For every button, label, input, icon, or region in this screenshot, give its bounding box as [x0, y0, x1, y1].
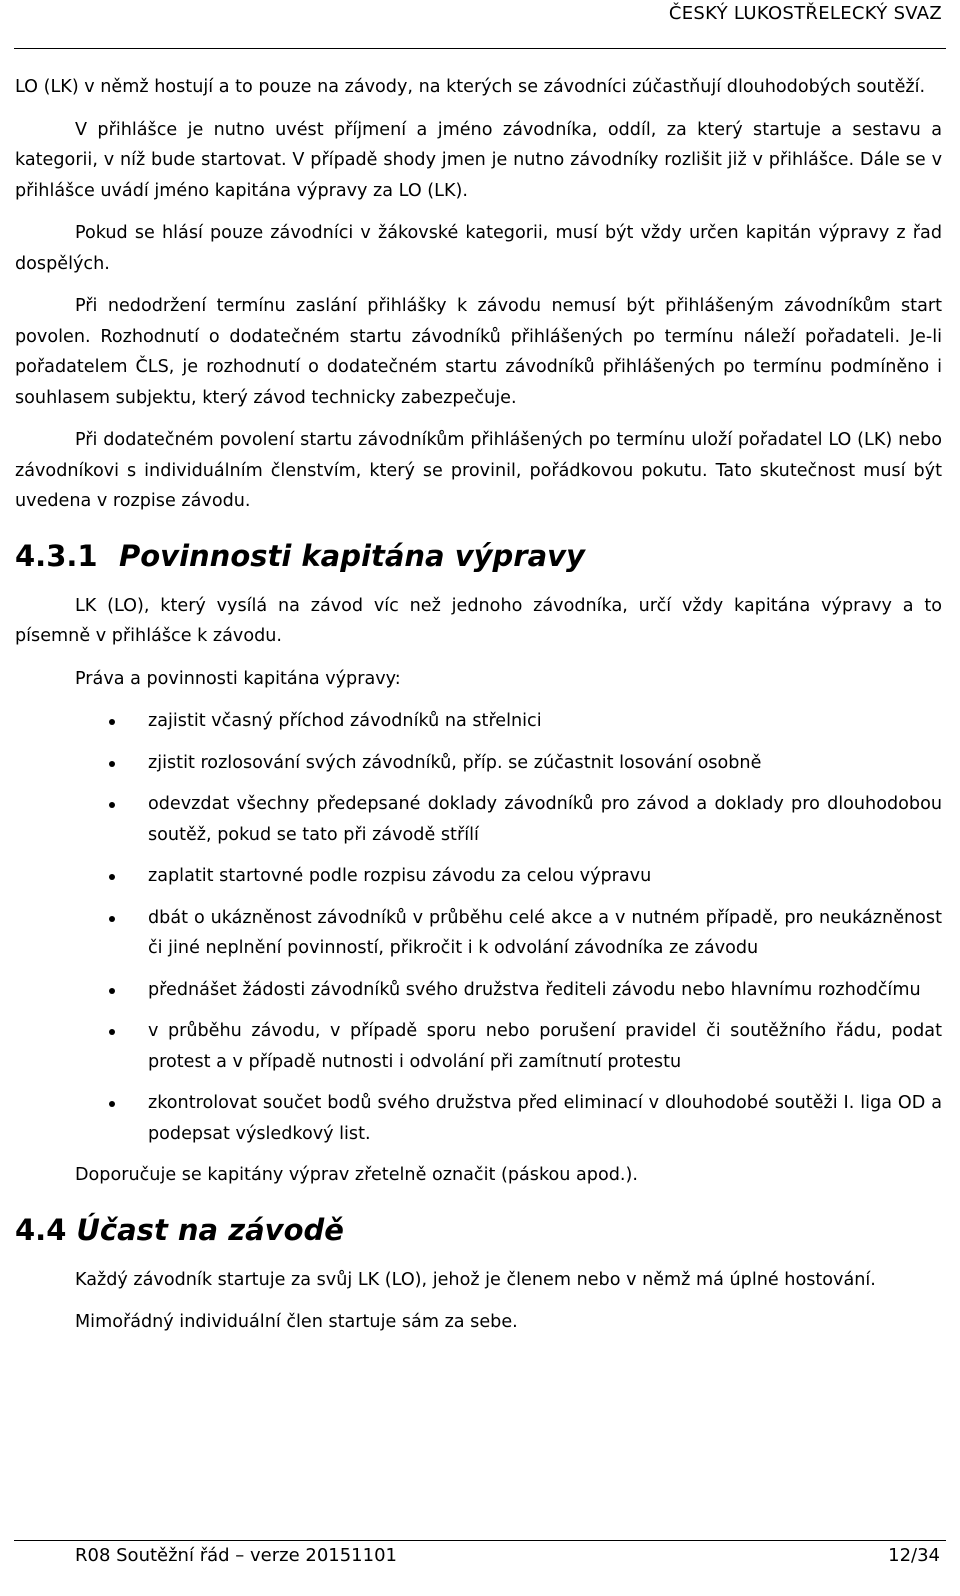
- bullet-icon: [109, 1029, 115, 1035]
- paragraph-continuation: LO (LK) v němž hostují a to pouze na závody, na kterých se závodníci zúčastňují dlouhodobých soutěží.: [15, 77, 926, 97]
- paragraph-late-registration: Při nedodržení termínu zaslání přihlášky k závodu nemusí být přihlášeným závodníkům start povolen. Rozhodnutí o dodatečném startu závodníků přihlášených po termínu náleží pořadateli. Je-li pořadatelem ČLS, je rozhodnutí o dodatečném startu závodníků přihlášených po termínu podmíněno i souhlasem subjektu, který závod technicky zabezpečuje.: [15, 296, 942, 408]
- list-item: [15, 975, 942, 1006]
- list-item: [15, 1088, 942, 1149]
- page-header-title: ČESKÝ LUKOSTŘELECKÝ SVAZ: [668, 3, 942, 24]
- bullet-icon: [109, 719, 115, 725]
- footer-document-version: R08 Soutěžní řád – verze 20151101: [75, 1545, 397, 1566]
- section-title: Účast na závodě: [76, 1212, 344, 1247]
- footer-page-number: 12/34: [888, 1545, 940, 1566]
- bullet-icon: [109, 988, 115, 994]
- section-number: 4.3.1: [15, 538, 98, 573]
- list-item-text: zkontrolovat součet bodů svého družstva před eliminací v dlouhodobé soutěži I. liga OD a podepsat výsledkový list.: [148, 1093, 942, 1144]
- paragraph-registration: V přihlášce je nutno uvést příjmení a jméno závodníka, oddíl, za který startuje a sestavu a kategorii, v níž bude startovat. V případě shody jmen je nutno závodníky rozlišit již v přihlášce. Dále se v přihlášce uvádí jméno kapitána výpravy za LO (LK).: [15, 119, 942, 201]
- list-item-text: dbát o ukázněnost závodníků v průběhu celé akce a v nutném případě, pro neukázněnost či jiné neplnění povinností, přikročit i k odvolání závodníka ze závodu: [148, 907, 942, 958]
- paragraph-penalty: Při dodatečném povolení startu závodníkům přihlášených po termínu uloží pořadatel LO (LK) nebo závodníkovi s individuálním členstvím, který se provinil, pořádkovou pokutu. Tato skutečnost musí být uvedena v rozpise závodu.: [15, 430, 942, 511]
- list-item-text: zajistit včasný příchod závodníků na střelnici: [148, 711, 542, 731]
- paragraph-captain-marking: Doporučuje se kapitány výprav zřetelně označit (páskou apod.).: [75, 1165, 638, 1185]
- paragraph-captain-intro: LK (LO), který vysílá na závod víc než jednoho závodníka, určí vždy kapitána výpravy a to písemně v přihlášce k závodu.: [15, 595, 942, 646]
- paragraph-list-heading: Práva a povinnosti kapitána výpravy:: [75, 668, 401, 689]
- paragraph-youth-captain: Pokud se hlásí pouze závodníci v žákovské kategorii, musí být vždy určen kapitán výpravy z řad dospělých.: [15, 223, 942, 274]
- list-item-text: zjistit rozlosování svých závodníků, příp. se zúčastnit losování osobně: [148, 752, 762, 773]
- captain-duties-list: [15, 706, 942, 1149]
- section-heading-4-3-1: [15, 537, 942, 575]
- paragraph-participation: Každý závodník startuje za svůj LK (LO), jehož je členem nebo v němž má úplné hostování.: [75, 1269, 876, 1290]
- list-item: [15, 861, 942, 892]
- bullet-icon: [109, 761, 115, 767]
- page-content: [15, 72, 942, 1350]
- list-item: [15, 706, 942, 737]
- list-item-text: zaplatit startovné podle rozpisu závodu za celou výpravu: [148, 866, 652, 886]
- section-number: 4.4: [15, 1212, 67, 1247]
- list-item: [15, 1016, 942, 1077]
- section-title: Povinnosti kapitána výpravy: [119, 538, 585, 573]
- list-item: [15, 789, 942, 850]
- paragraph-individual-member: Mimořádný individuální člen startuje sám za sebe.: [75, 1312, 518, 1332]
- footer-rule: [14, 1540, 946, 1541]
- list-item-text: v průběhu závodu, v případě sporu nebo porušení pravidel či soutěžního řádu, podat protest a v případě nutnosti i odvolání při zamítnutí protestu: [148, 1021, 942, 1072]
- list-item-text: přednášet žádosti závodníků svého družstva řediteli závodu nebo hlavnímu rozhodčímu: [148, 979, 921, 1000]
- bullet-icon: [109, 874, 115, 880]
- header-rule: [14, 48, 946, 49]
- list-item: [15, 748, 942, 779]
- bullet-icon: [109, 802, 115, 808]
- section-heading-4-4: [15, 1211, 942, 1249]
- bullet-icon: [109, 916, 115, 922]
- bullet-icon: [109, 1101, 115, 1107]
- list-item-text: odevzdat všechny předepsané doklady závodníků pro závod a doklady pro dlouhodobou soutěž, pokud se tato při závodě střílí: [148, 794, 942, 845]
- list-item: [15, 903, 942, 964]
